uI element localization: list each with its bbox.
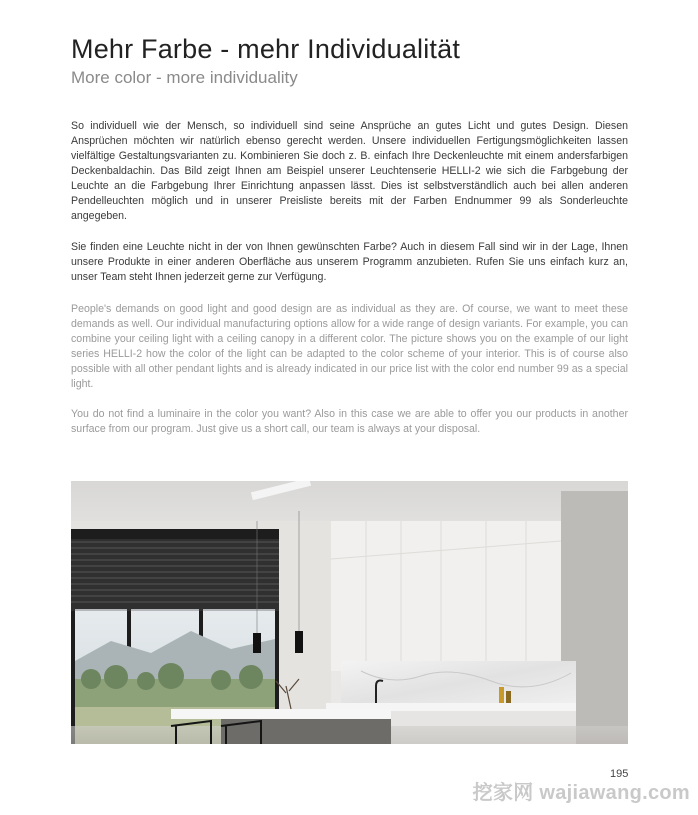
kitchen-photo — [71, 481, 628, 744]
german-paragraph-2: Sie finden eine Leuchte nicht in der von Ihnen gewünschten Farbe? Auch in diesem Fall sind wir in der Lage, Ihnen unsere Produkte in einer anderen Oberfläche aus unserem Programm anzubieten. Rufen Sie uns einfach kurz an, unser Team steht Ihnen jederzeit gerne zur Verfügung. — [71, 241, 628, 283]
page-subtitle: More color - more individuality — [71, 68, 298, 87]
english-paragraph-1: People's demands on good light and good design are as individual as they are. Of course, we want to meet these demands as well. Our individual manufacturing options allow for a wide range of design variants. For example, you can combine your ceiling light with a ceiling canopy in a different color. The picture shows you on the example of our light series HELLI-2 how the color of the light can be adapted to the color scheme of your interior. This is of course also possible with all other pendant lights and is already indicated in our price list with the color end number 99 as a special light. — [71, 303, 628, 390]
page-number: 195 — [610, 768, 629, 780]
english-paragraph-2: You do not find a luminaire in the color you want? Also in this case we are able to offer you our products in another surface from our program. Just give us a short call, our team is always at your disposal. — [71, 408, 628, 435]
german-paragraph-1: So individuell wie der Mensch, so individuell sind seine Ansprüche an gutes Licht und gutes Design. Diesen Ansprüchen möchten wir natürlich ebenso gerecht werden. Unsere individuellen Fertigungsmöglichkeiten lassen vielfältige Gestaltungsvarianten zu. Kombinieren Sie doch z. B. einfach Ihre Deckenleuchte mit einem andersfarbigen Deckenbaldachin. Das Bild zeigt Ihnen am Beispiel unserer Leuchtenserie HELLI-2 wie sich die Farbgebung der Leuchte an die Farbgebung Ihrer Einrichtung anpassen lässt. Dies ist selbstverständlich auch bei allen anderen Pendelleuchten möglich und in unserer Preisliste bereits mit der Farben Endnummer 99 als Sonderleuchte angegeben. — [71, 120, 628, 222]
watermark: 挖家网 wajiawang.com — [472, 782, 690, 804]
kitchen-illustration — [71, 481, 628, 744]
page-title: Mehr Farbe - mehr Individualität — [71, 34, 461, 64]
